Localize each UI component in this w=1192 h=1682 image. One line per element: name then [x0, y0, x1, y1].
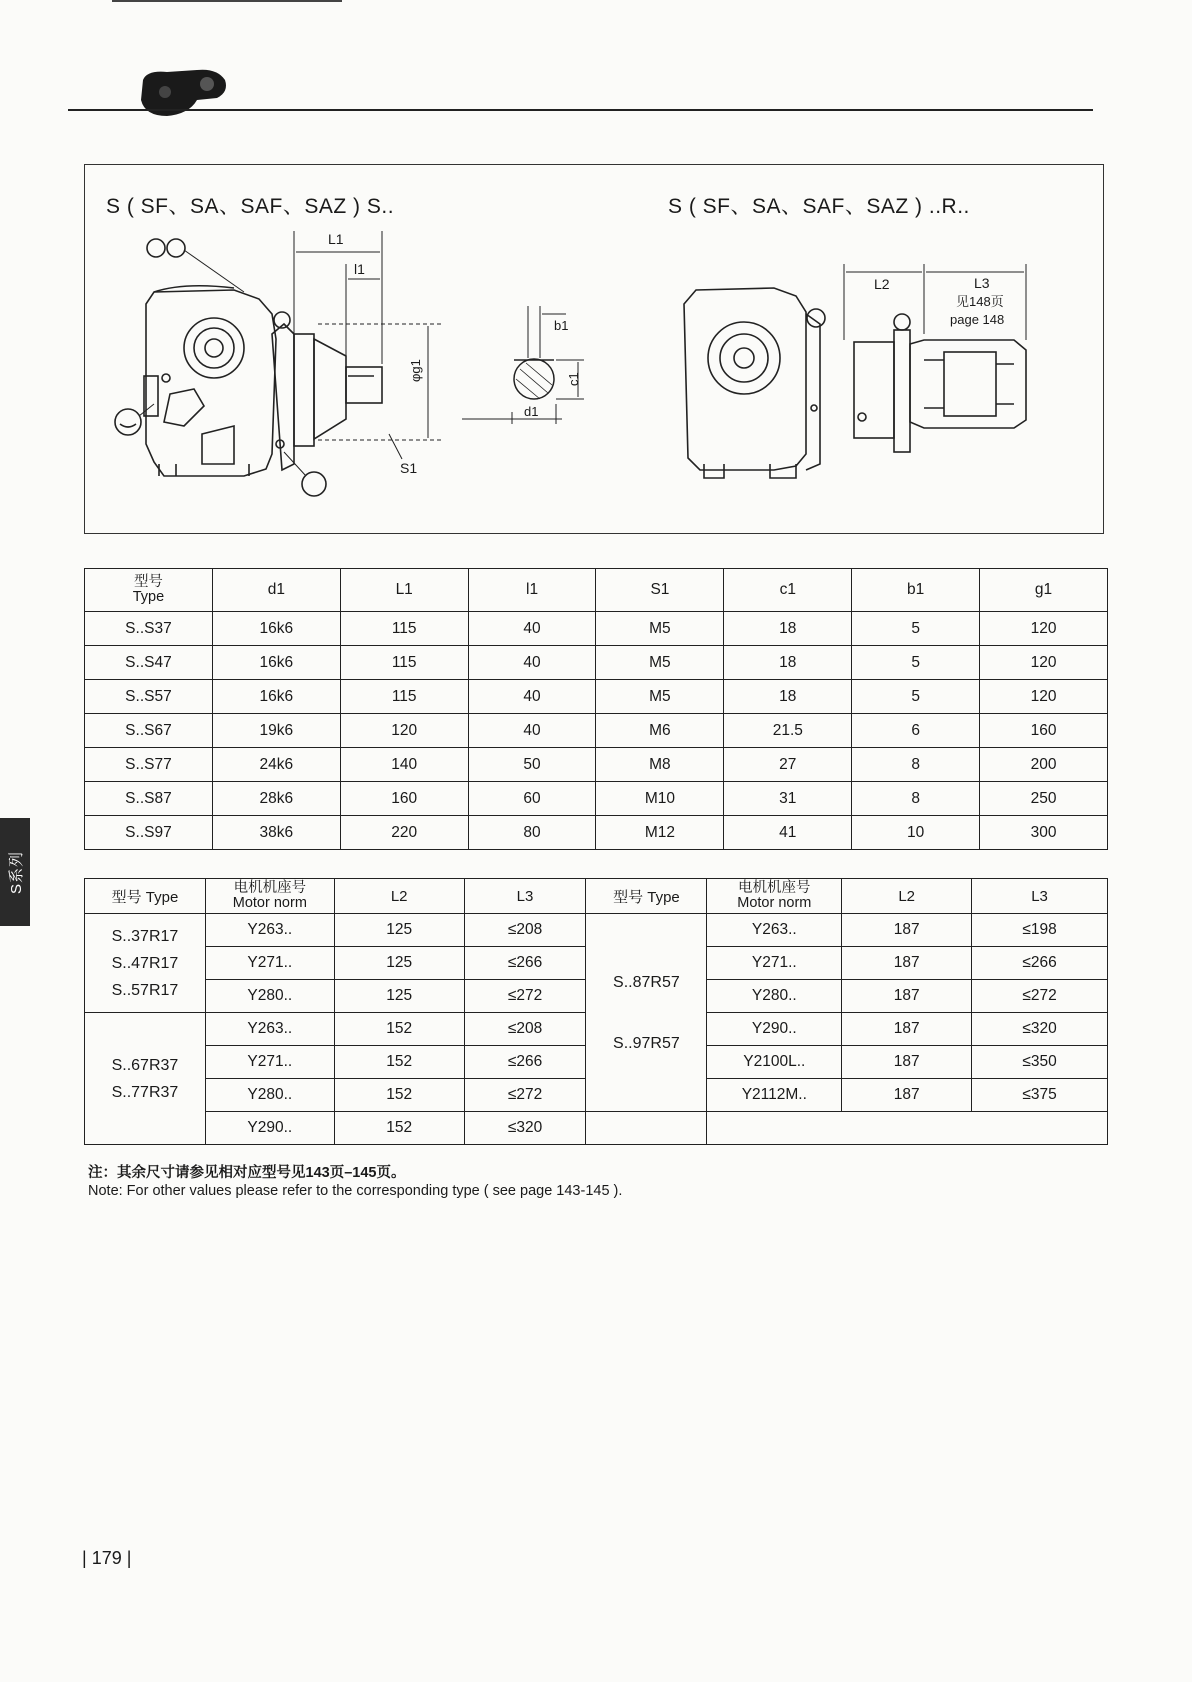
series-side-tab [0, 818, 30, 926]
cell-type: S..S77 [85, 748, 213, 782]
cell-l1: 40 [468, 714, 596, 748]
cell-L2: 187 [842, 980, 972, 1013]
table-header-row [85, 879, 1108, 914]
cell-type: S..S47 [85, 646, 213, 680]
cell-L2: 125 [334, 914, 464, 947]
cell-L2: 187 [842, 914, 972, 947]
cell-b1: 8 [852, 782, 980, 816]
type-label: S..77R37 [111, 1083, 179, 1101]
header-type [85, 569, 213, 612]
header-L2-left: L2 [334, 879, 464, 914]
dim-label-d1: d1 [524, 404, 539, 419]
table-row [85, 1112, 1108, 1145]
cell-motor: Y290.. [707, 1013, 842, 1046]
cell-L3: ≤266 [464, 1046, 586, 1079]
cell-S1: M5 [596, 612, 724, 646]
cell-motor: Y263.. [205, 914, 334, 947]
cell-L3: ≤266 [464, 947, 586, 980]
cell-l1: 40 [468, 680, 596, 714]
cell-L3: ≤272 [972, 980, 1108, 1013]
header-L3-right: L3 [972, 879, 1108, 914]
type-group-cell [586, 914, 707, 1112]
cell-c1: 27 [724, 748, 852, 782]
dim-label-S1: S1 [400, 460, 418, 476]
header-motor-en: Motor norm [737, 895, 812, 911]
header-rule [68, 109, 1093, 111]
cell-L1: 115 [340, 680, 468, 714]
type-group-cell [85, 1013, 206, 1145]
cell-d1: 16k6 [212, 680, 340, 714]
cell-b1: 10 [852, 816, 980, 850]
cell-type: S..S87 [85, 782, 213, 816]
header-g1: g1 [980, 569, 1108, 612]
table-row [85, 782, 1108, 816]
diagram-title-right: S ( SF、SA、SAF、SAZ ) ..R.. [668, 195, 970, 218]
header-l1: l1 [468, 569, 596, 612]
header-motor-cn: 电机机座号 [233, 880, 307, 896]
cell-l1: 40 [468, 646, 596, 680]
cell-d1: 16k6 [212, 612, 340, 646]
cell-l1: 50 [468, 748, 596, 782]
cell-motor: Y271.. [205, 947, 334, 980]
cell-g1: 120 [980, 646, 1108, 680]
cell-l1: 80 [468, 816, 596, 850]
header-b1: b1 [852, 569, 980, 612]
header-motor-en: Motor norm [232, 895, 307, 911]
cell-L2: 125 [334, 980, 464, 1013]
shaft-dimension-table [84, 568, 1108, 850]
table-row [85, 748, 1108, 782]
cell-b1: 5 [852, 680, 980, 714]
type-label: S..87R57 [613, 973, 680, 991]
series-tab-label: S系列 [7, 850, 25, 894]
dim-label-l1: l1 [354, 261, 365, 277]
page-number-left-bar: | [82, 1548, 92, 1568]
cell-motor: Y271.. [205, 1046, 334, 1079]
cell-L3: ≤208 [464, 1013, 586, 1046]
cell-d1: 24k6 [212, 748, 340, 782]
cell-L1: 140 [340, 748, 468, 782]
table-row [85, 914, 1108, 947]
cell-S1: M6 [596, 714, 724, 748]
cell-type: S..S67 [85, 714, 213, 748]
cell-g1: 250 [980, 782, 1108, 816]
cell-l1: 40 [468, 612, 596, 646]
cell-c1: 18 [724, 680, 852, 714]
dim-label-b1: b1 [554, 318, 569, 333]
dim-label-L3: L3 [974, 275, 990, 291]
cell-L3: ≤375 [972, 1079, 1108, 1112]
cell-b1: 6 [852, 714, 980, 748]
table-header-row [85, 569, 1108, 612]
cell-l1: 60 [468, 782, 596, 816]
cell-type: S..S97 [85, 816, 213, 850]
page-number [82, 1548, 131, 1569]
cell-L1: 160 [340, 782, 468, 816]
note-chinese: 注：其余尺寸请参见相对应型号见143页–145页。 [88, 1165, 406, 1181]
cell-L3: ≤272 [464, 1079, 586, 1112]
cell-c1: 18 [724, 646, 852, 680]
cell-g1: 120 [980, 680, 1108, 714]
type-label: S..57R17 [111, 981, 179, 999]
page-number-value: 179 [91, 1548, 122, 1568]
table-row [85, 816, 1108, 850]
cell-motor: Y290.. [205, 1112, 334, 1145]
header-L2-right: L2 [842, 879, 972, 914]
cell-motor: Y280.. [707, 980, 842, 1013]
type-label: S..67R37 [111, 1056, 179, 1074]
dim-label-c1: c1 [566, 372, 581, 386]
cell-b1: 5 [852, 646, 980, 680]
type-group-cell [85, 914, 206, 1013]
cell-b1: 8 [852, 748, 980, 782]
cell-S1: M8 [596, 748, 724, 782]
header-type-en: Type [132, 589, 165, 605]
technical-drawings [84, 164, 1104, 534]
type-label: S..47R17 [111, 954, 179, 972]
cell-S1: M10 [596, 782, 724, 816]
header-type-cn: 型号 [133, 574, 163, 590]
empty-cell [707, 1112, 1108, 1145]
table-row [85, 646, 1108, 680]
cell-c1: 21.5 [724, 714, 852, 748]
cell-L1: 120 [340, 714, 468, 748]
cell-motor: Y263.. [707, 914, 842, 947]
cell-motor: Y280.. [205, 980, 334, 1013]
cell-d1: 28k6 [212, 782, 340, 816]
cell-c1: 31 [724, 782, 852, 816]
cell-L1: 115 [340, 646, 468, 680]
cell-motor: Y271.. [707, 947, 842, 980]
cell-L1: 220 [340, 816, 468, 850]
cell-L2: 152 [334, 1079, 464, 1112]
cell-motor: Y280.. [205, 1079, 334, 1112]
page-number-right-bar: | [121, 1548, 132, 1568]
cell-L3: ≤198 [972, 914, 1108, 947]
motor-adaptor-table [84, 878, 1108, 1145]
cell-L3: ≤208 [464, 914, 586, 947]
cell-S1: M5 [596, 646, 724, 680]
cell-L2: 152 [334, 1046, 464, 1079]
cell-S1: M5 [596, 680, 724, 714]
cell-L1: 115 [340, 612, 468, 646]
cell-L2: 187 [842, 1079, 972, 1112]
cell-g1: 160 [980, 714, 1108, 748]
cell-L3: ≤350 [972, 1046, 1108, 1079]
type-label: S..97R57 [613, 1034, 680, 1052]
cell-motor: Y2112M.. [707, 1079, 842, 1112]
header-type-left: 型号 Type [85, 879, 206, 914]
gearbox-drawing-left [115, 231, 444, 496]
header-d1: d1 [212, 569, 340, 612]
cell-type: S..S37 [85, 612, 213, 646]
cell-L2: 187 [842, 1013, 972, 1046]
cell-L2: 187 [842, 947, 972, 980]
cell-L3: ≤272 [464, 980, 586, 1013]
note-english: Note: For other values please refer to the corresponding type ( see page 143-145 ). [88, 1183, 623, 1199]
type-label: S..37R17 [111, 927, 179, 945]
header-motor-right [707, 879, 842, 914]
cell-c1: 18 [724, 612, 852, 646]
cell-c1: 41 [724, 816, 852, 850]
cell-L3: ≤320 [464, 1112, 586, 1145]
cell-motor: Y2100L.. [707, 1046, 842, 1079]
header-S1: S1 [596, 569, 724, 612]
cell-L2: 125 [334, 947, 464, 980]
cell-L2: 187 [842, 1046, 972, 1079]
cell-L3: ≤320 [972, 1013, 1108, 1046]
cell-d1: 38k6 [212, 816, 340, 850]
dim-label-g1: φg1 [408, 359, 423, 382]
dim-ref-cn: 见148页 [956, 294, 1004, 309]
dim-label-L2: L2 [874, 276, 890, 292]
header-motor-cn: 电机机座号 [738, 880, 811, 896]
cell-g1: 120 [980, 612, 1108, 646]
header-L1: L1 [340, 569, 468, 612]
header-c1: c1 [724, 569, 852, 612]
header-motor-left [205, 879, 334, 914]
header-L3-left: L3 [464, 879, 586, 914]
cell-g1: 300 [980, 816, 1108, 850]
cell-d1: 16k6 [212, 646, 340, 680]
table-row [85, 680, 1108, 714]
diagram-title-left: S ( SF、SA、SAF、SAZ ) S.. [106, 195, 395, 218]
top-rule [112, 0, 342, 2]
cell-L2: 152 [334, 1112, 464, 1145]
cell-motor: Y263.. [205, 1013, 334, 1046]
cell-g1: 200 [980, 748, 1108, 782]
table-row [85, 714, 1108, 748]
dim-label-L1: L1 [328, 231, 344, 247]
table-row [85, 612, 1108, 646]
header-type-right: 型号 Type [586, 879, 707, 914]
cell-L3: ≤266 [972, 947, 1108, 980]
cell-d1: 19k6 [212, 714, 340, 748]
cell-S1: M12 [596, 816, 724, 850]
dim-ref-en: page 148 [950, 312, 1005, 327]
cell-type: S..S57 [85, 680, 213, 714]
cell-L2: 152 [334, 1013, 464, 1046]
cell-b1: 5 [852, 612, 980, 646]
empty-cell [586, 1112, 707, 1145]
